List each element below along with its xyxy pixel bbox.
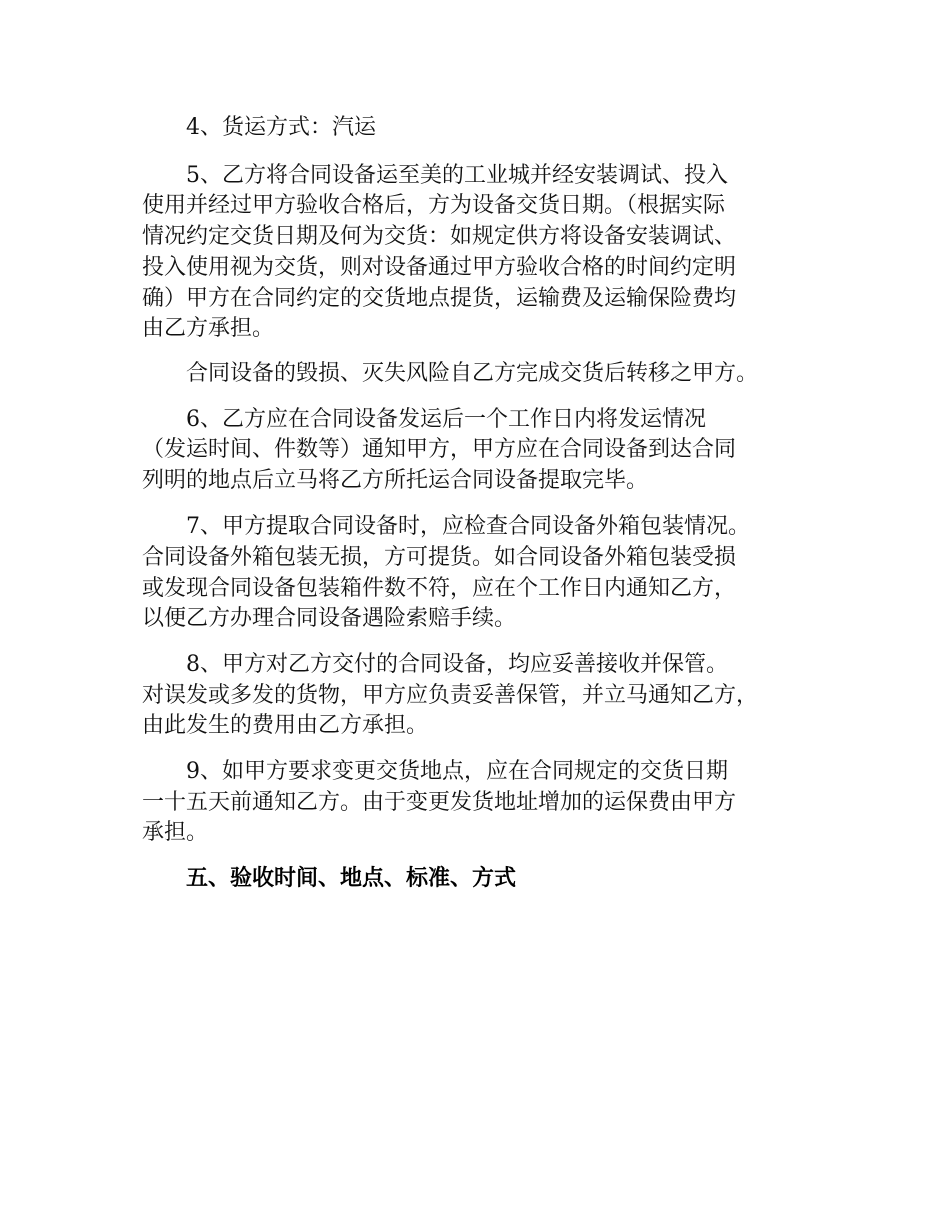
- clause-4-line-1: 4、货运方式：汽运: [186, 115, 376, 140]
- clause-5-line-5: 确）甲方在合同约定的交货地点提货，运输费及运输保险费均: [142, 286, 737, 311]
- clause-6-line-1: 6、乙方应在合同设备发运后一个工作日内将发运情况: [186, 407, 706, 432]
- clause-5-line-2: 使用并经过甲方验收合格后，方为设备交货日期。（根据实际: [142, 193, 726, 218]
- clause-7-line-2: 合同设备外箱包装无损，方可提货。如合同设备外箱包装受损: [142, 545, 737, 570]
- clause-9-line-1: 9、如甲方要求变更交货地点，应在合同规定的交货日期: [186, 759, 728, 784]
- clause-5-line-4: 投入使用视为交货，则对设备通过甲方验收合格的时间约定明: [142, 255, 737, 280]
- clause-5-line-3: 情况约定交货日期及何为交货：如规定供方将设备安装调试、: [142, 224, 737, 249]
- clause-5-line-1: 5、乙方将合同设备运至美的工业城并经安装调试、投入: [186, 163, 728, 188]
- clause-8-line-2: 对误发或多发的货物，甲方应负责妥善保管，并立马通知乙方，: [142, 683, 759, 708]
- section-heading: 五、验收时间、地点、标准、方式: [186, 866, 517, 891]
- clause-9-line-3: 承担。: [142, 820, 209, 845]
- clause-5-line-6: 由乙方承担。: [142, 316, 275, 341]
- clause-8-line-1: 8、甲方对乙方交付的合同设备，均应妥善接收并保管。: [186, 652, 728, 677]
- clause-8-line-3: 由此发生的费用由乙方承担。: [142, 713, 429, 738]
- clause-6-line-2: （发运时间、件数等）通知甲方，甲方应在合同设备到达合同: [142, 437, 737, 462]
- clause-9-line-2: 一十五天前通知乙方。由于变更发货地址增加的运保费由甲方: [142, 790, 737, 815]
- risk-transfer-line: 合同设备的毁损、灭失风险自乙方完成交货后转移之甲方。: [186, 361, 759, 386]
- clause-7-line-4: 以便乙方办理合同设备遇险索赔手续。: [142, 606, 517, 631]
- clause-7-line-1: 7、甲方提取合同设备时，应检查合同设备外箱包装情况。: [186, 514, 750, 539]
- clause-7-line-3: 或发现合同设备包装箱件数不符，应在个工作日内通知乙方，: [142, 576, 737, 601]
- clause-6-line-3: 列明的地点后立马将乙方所托运合同设备提取完毕。: [142, 468, 649, 493]
